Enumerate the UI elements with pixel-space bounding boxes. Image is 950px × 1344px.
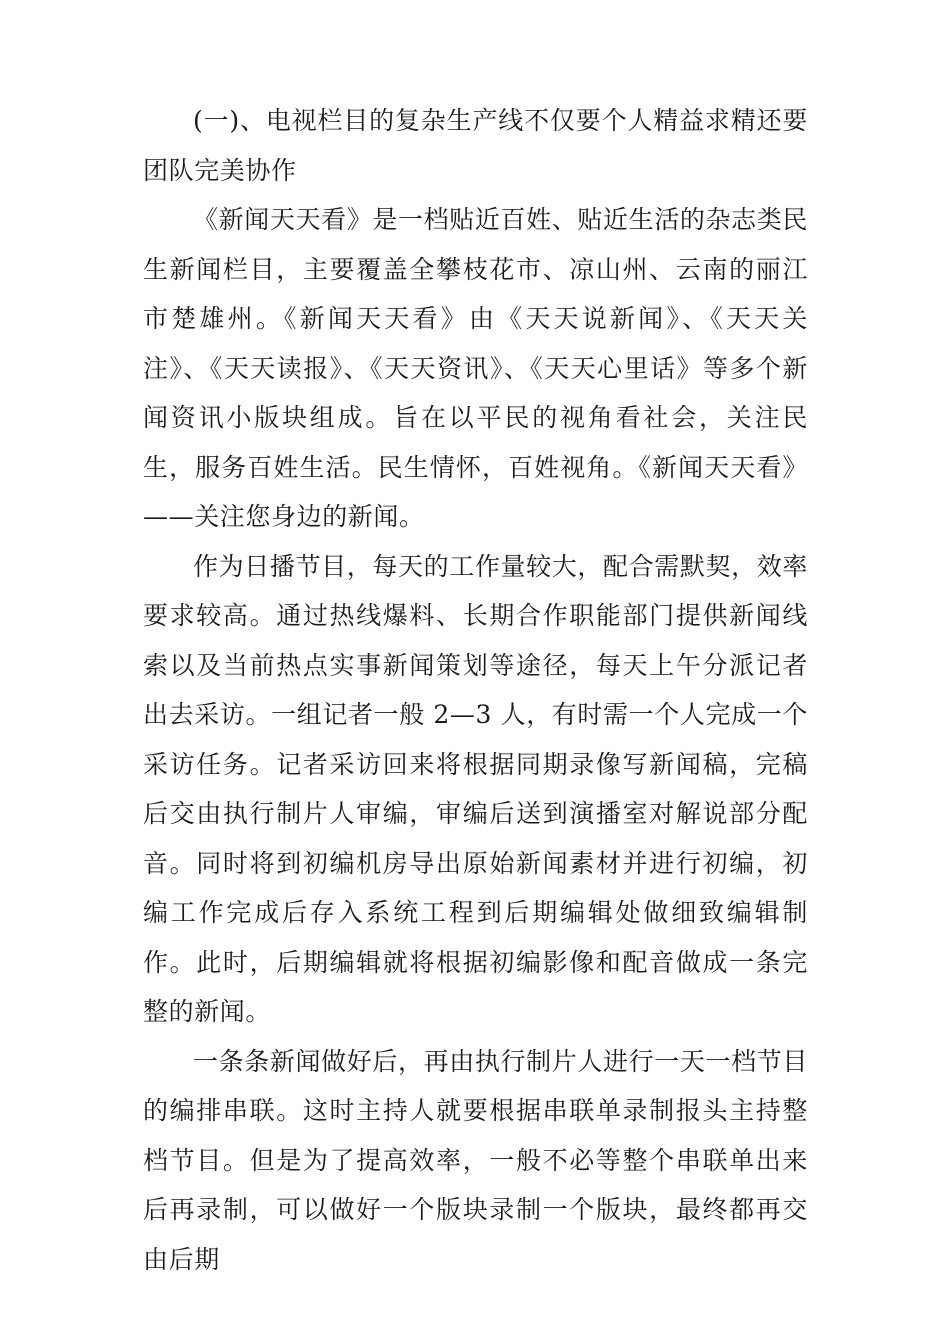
paragraph-3: 一条条新闻做好后，再由执行制片人进行一天一档节目的编排串联。这时主持人就要根据串联单录制报头主持整档节目。但是为了提高效率，一般不必等整个串联单出来后再录制，可以做好一个版块录制一个版块，最终都再交由后期 — [143, 1046, 808, 1274]
paragraph-2: 作为日播节目，每天的工作量较大，配合需默契，效率要求较高。通过热线爆料、长期合作职能部门提供新闻线索以及当前热点实事新闻策划等途径，每天上午分派记者出去采访。一组记者一般 2—3 人，有时需一个人完成一个采访任务。记者采访回来将根据同期录像写新闻稿，完稿后交由执行制片人审编，审编后送到演播室对解说部分配音。同时将到初编机房导出原始新闻素材并进行初编，初编工作完成后存入系统工程到后期编辑处做细致编辑制作。此时，后期编辑就将根据初编影像和配音做成一条完整的新闻。 — [143, 551, 808, 1026]
paragraph-1: 《新闻天天看》是一档贴近百姓、贴近生活的杂志类民生新闻栏目，主要覆盖全攀枝花市、凉山州、云南的丽江市楚雄州。《新闻天天看》由《天天说新闻》、《天天关注》、《天天读报》、《天天资讯》、《天天心里话》等多个新闻资讯小版块组成。旨在以平民的视角看社会，关注民生，服务百姓生活。民生情怀，百姓视角。《新闻天天看》——关注您身边的新闻。 — [143, 205, 808, 531]
section-heading: (一)、电视栏目的复杂生产线不仅要个人精益求精还要团队完美协作 — [143, 106, 808, 185]
document-body — [143, 96, 808, 1284]
